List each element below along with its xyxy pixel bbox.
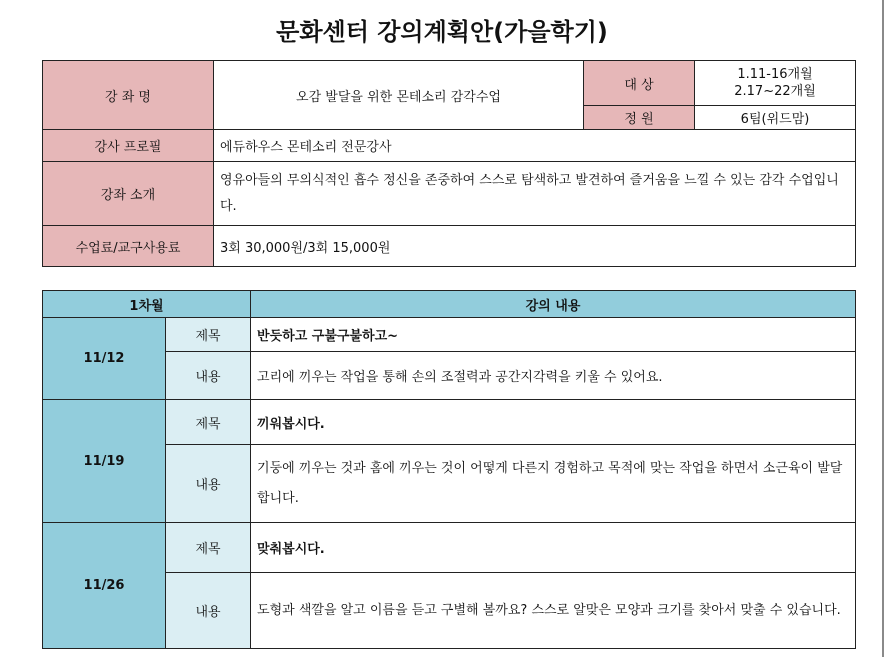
title-label: 제목 xyxy=(166,523,251,573)
course-name-label: 강 좌 명 xyxy=(43,61,214,130)
title-label: 제목 xyxy=(166,318,251,352)
target-label: 대 상 xyxy=(584,61,695,106)
session-content: 고리에 끼우는 작업을 통해 손의 조절력과 공간지각력을 키울 수 있어요. xyxy=(251,352,856,400)
session-title: 맞춰봅시다. xyxy=(251,523,856,573)
target-line-2: 2.17~22개월 xyxy=(734,84,816,99)
intro-label: 강좌 소개 xyxy=(43,162,214,226)
capacity-label: 정 원 xyxy=(584,106,695,130)
session-title: 끼워봅시다. xyxy=(251,400,856,445)
schedule-table xyxy=(42,290,856,649)
page-title: 문화센터 강의계획안(가을학기) xyxy=(276,18,608,46)
course-info-table xyxy=(42,60,856,267)
content-label: 내용 xyxy=(166,445,251,523)
month-header: 1차월 xyxy=(43,291,251,318)
session-date: 11/12 xyxy=(43,318,166,400)
target-line-1: 1.11-16개월 xyxy=(737,67,813,82)
capacity-value: 6팀(위드맘) xyxy=(695,106,856,130)
session-date: 11/26 xyxy=(43,523,166,649)
intro-value: 영유아들의 무의식적인 흡수 정신을 존중하여 스스로 탐색하고 발견하여 즐거움을 느낄 수 있는 감각 수업입니다. xyxy=(214,162,856,226)
fee-label: 수업료/교구사용료 xyxy=(43,226,214,267)
course-name-value: 오감 발달을 위한 몬테소리 감각수업 xyxy=(214,61,584,130)
session-content: 도형과 색깔을 알고 이름을 듣고 구별해 볼까요? 스스로 알맞은 모양과 크기를 찾아서 맞출 수 있습니다. xyxy=(251,573,856,649)
session-date: 11/19 xyxy=(43,400,166,523)
content-header: 강의 내용 xyxy=(251,291,856,318)
instructor-label: 강사 프로필 xyxy=(43,130,214,162)
session-content: 기둥에 끼우는 것과 홈에 끼우는 것이 어떻게 다른지 경험하고 목적에 맞는 작업을 하면서 소근육이 발달합니다. xyxy=(251,445,856,523)
target-value xyxy=(695,61,856,106)
content-label: 내용 xyxy=(166,573,251,649)
title-label: 제목 xyxy=(166,400,251,445)
instructor-value: 에듀하우스 몬테소리 전문강사 xyxy=(214,130,856,162)
session-title: 반듯하고 구불구불하고~ xyxy=(251,318,856,352)
content-label: 내용 xyxy=(166,352,251,400)
fee-value: 3회 30,000원/3회 15,000원 xyxy=(214,226,856,267)
